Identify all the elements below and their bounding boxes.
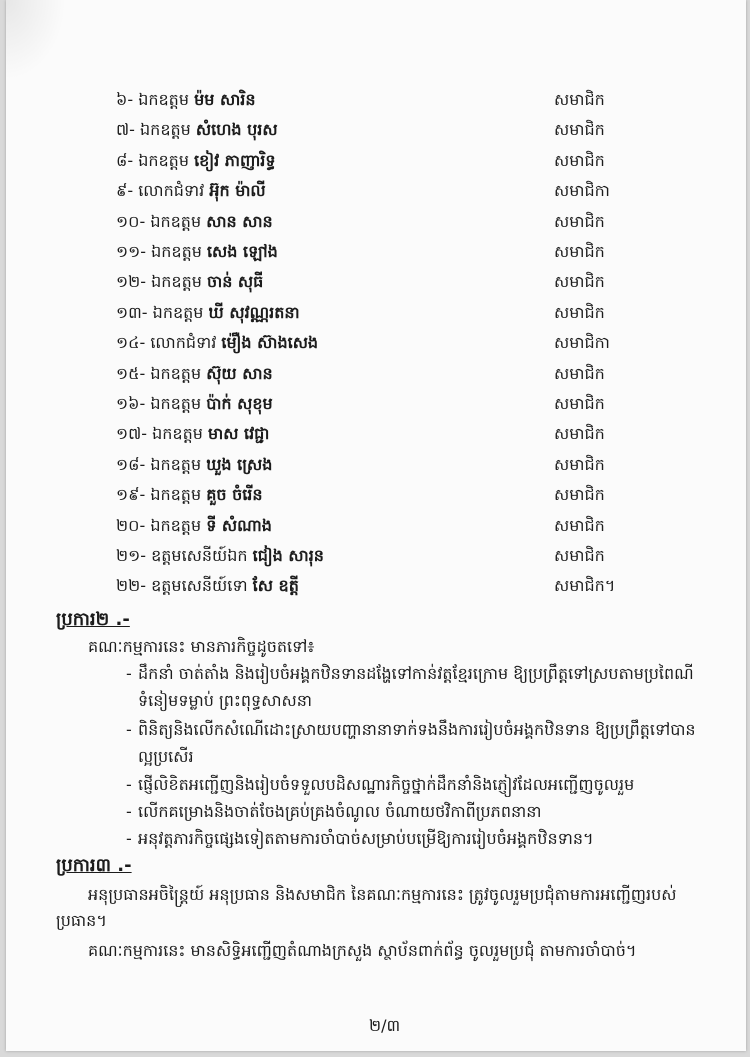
member-entry — [116, 423, 269, 447]
member-name: សែ ឧត្តី — [252, 576, 299, 595]
member-name: ខៀវ ភាញារិទ្ធ — [194, 151, 276, 170]
member-title: ឯកឧត្តម — [151, 242, 202, 261]
member-number: ១៥- — [116, 364, 146, 383]
member-title: ឯកឧត្តម — [150, 364, 202, 383]
member-name: មាស វេជ្ជា — [207, 424, 270, 443]
bullet-text-line-2: ទំនៀមទម្លាប់ ព្រះពុទ្ធសាសនា — [138, 691, 312, 710]
member-entry — [116, 302, 300, 326]
member-name: ចាន់ សុធី — [206, 272, 264, 291]
member-number: ១៨- — [116, 455, 146, 474]
article-2-bullet-1 — [126, 660, 726, 714]
member-number: ២១- — [116, 546, 146, 565]
member-name: អ៊ុក ម៉ាលី — [209, 181, 266, 200]
member-number: ១៧- — [116, 424, 148, 443]
member-entry — [116, 545, 324, 569]
member-entry — [116, 119, 278, 143]
member-number: ១៣- — [116, 303, 148, 322]
member-name: សំហេង បុរស — [195, 120, 278, 139]
member-role: សមាជិក — [554, 90, 605, 109]
member-row — [6, 86, 746, 114]
member-name: ឃួង ស្រេង — [206, 455, 273, 474]
member-role: សមាជិកា — [554, 333, 610, 352]
member-number: ១៩- — [116, 485, 146, 504]
bullet-dash: - — [126, 664, 132, 683]
member-role: សមាជិក — [554, 485, 605, 504]
member-title: ឯកឧត្តម — [152, 424, 203, 443]
member-role: សមាជិក — [554, 272, 605, 291]
member-row — [6, 512, 746, 540]
member-number: ១១- — [116, 242, 146, 261]
scan-shadow — [6, 0, 66, 80]
article-2-bullet-2 — [126, 716, 726, 770]
member-row — [6, 572, 746, 600]
member-entry — [116, 271, 263, 295]
member-number: ៧- — [116, 120, 135, 139]
member-role: សមាជិក — [554, 303, 605, 322]
article-2-heading: ប្រការ២ .- — [56, 609, 130, 630]
member-number: ៦- — [116, 90, 134, 109]
member-role: សមាជិក — [554, 455, 605, 474]
member-title: ឧត្តមសេនីយ៍ឯក — [151, 546, 248, 565]
member-role: សមាជិក — [554, 120, 605, 139]
member-number: ១៤- — [116, 333, 146, 352]
bullet-text-line-1: ដឹកនាំ ចាត់តាំង និងរៀបចំអង្គកឋិនទានដង្ហែទៅកាន់វត្តខ្មែរក្រោម ឱ្យប្រព្រឹត្តទៅស្របតាមប្រពៃណី — [138, 664, 694, 683]
member-row — [6, 147, 746, 175]
member-title: ឯកឧត្តម — [150, 516, 202, 535]
bullet-text-line-1: ពិនិត្យនិងលើកសំណើដោះស្រាយបញ្ហានានាទាក់ទងនឹងការរៀបចំអង្គកឋិនទាន ឱ្យប្រព្រឹត្តទៅបាន — [138, 720, 696, 739]
member-role: សមាជិក — [554, 394, 605, 413]
bullet-text-line-2: ល្អប្រសើរ — [138, 747, 194, 766]
member-entry — [116, 241, 278, 265]
article-3-paragraph-1-line-2: ប្រធាន។ — [56, 911, 107, 930]
member-entry — [116, 454, 272, 478]
member-title: ឯកឧត្តម — [151, 272, 202, 291]
member-number: ២២- — [116, 576, 146, 595]
article-3-paragraph-1-line-1: អនុប្រធានអចិន្ត្រៃយ៍ អនុប្រធាន និងសមាជិក នៃគណៈកម្មការនេះ ត្រូវចូលរួមប្រជុំតាមការអញ្ជើញរបស់ — [88, 885, 677, 904]
member-row — [6, 116, 746, 144]
member-title: ឯកឧត្តម — [150, 485, 202, 504]
member-row — [6, 451, 746, 479]
member-title: លោកជំទាវ — [150, 333, 217, 352]
bullet-dash: - — [126, 775, 132, 794]
member-name: ម៉ឿង ស៊ាងសេង — [221, 333, 319, 352]
member-title: ឯកឧត្តម — [140, 120, 191, 139]
bullet-dash: - — [126, 802, 132, 821]
member-role: សមាជិក — [554, 364, 605, 383]
member-title: ឯកឧត្តម — [138, 90, 189, 109]
member-entry — [116, 484, 263, 508]
member-title: ឯកឧត្តម — [150, 455, 202, 474]
member-entry — [116, 393, 273, 417]
member-role: សមាជិក — [554, 212, 605, 231]
member-role: សមាជិក — [554, 546, 605, 565]
article-2-bullet-3 — [126, 771, 726, 798]
member-name: ប៉ាក់ សុខុម — [206, 394, 273, 413]
member-entry — [116, 332, 318, 356]
member-name: ឃី សុវណ្ណរតនា — [208, 303, 300, 322]
member-entry — [116, 150, 276, 174]
article-2-bullet-5 — [126, 825, 726, 852]
member-number: ១២- — [116, 272, 146, 291]
page-number: ២/៣ — [369, 1016, 401, 1035]
member-title: ឯកឧត្តម — [152, 303, 204, 322]
document-page — [6, 0, 746, 1051]
member-entry — [116, 211, 273, 235]
member-role: សមាជិក — [554, 516, 605, 535]
member-role: សមាជិកា — [554, 181, 610, 200]
article-2-intro: គណៈកម្មការនេះ មានភារកិច្ចដូចតទៅ៖ — [88, 637, 315, 656]
member-row — [6, 481, 746, 509]
member-name: ជៀង សារុន — [252, 546, 324, 565]
member-row — [6, 329, 746, 357]
member-name: ទី សំណាង — [206, 516, 272, 535]
member-entry — [116, 515, 272, 539]
bullet-text-line-1: លើកគម្រោងនិងចាត់ចែងគ្រប់គ្រងចំណូល ចំណាយថវិកាពីប្រភពនានា — [138, 802, 542, 821]
member-number: ១០- — [116, 212, 146, 231]
member-row — [6, 238, 746, 266]
member-row — [6, 542, 746, 570]
member-role: សមាជិក — [554, 424, 605, 443]
member-row — [6, 299, 746, 327]
article-3-paragraph-2: គណៈកម្មការនេះ មានសិទ្ធិអញ្ជើញតំណាងក្រសួង ស្ថាប័នពាក់ព័ន្ធ ចូលរួមប្រជុំ តាមការចាំបាច់។ — [88, 941, 637, 960]
member-row — [6, 208, 746, 236]
member-row — [6, 420, 746, 448]
member-name: សាន សាន — [206, 212, 273, 231]
bullet-text-line-1: ផ្ញើលិខិតអញ្ជើញនិងរៀបចំទទួលបដិសណ្ឋារកិច្ចថ្នាក់ដឹកនាំនិងភ្ញៀវដែលអញ្ជើញចូលរួម — [138, 775, 635, 794]
member-role: សមាជិក។ — [554, 576, 616, 595]
member-name: គួច ចំរើន — [206, 485, 263, 504]
member-number: ២០- — [116, 516, 146, 535]
member-row — [6, 177, 746, 205]
member-number: ១៦- — [116, 394, 146, 413]
member-title: ឯកឧត្តម — [150, 212, 202, 231]
member-title: ឧត្តមសេនីយ៍ទោ — [151, 576, 248, 595]
member-row — [6, 268, 746, 296]
bullet-text-line-1: អនុវត្តភារកិច្ចផ្សេងទៀតតាមការចាំបាច់សម្រាប់បម្រើឱ្យការរៀបចំអង្គកឋិនទាន។ — [138, 829, 594, 848]
article-3-heading: ប្រការ៣ .- — [56, 855, 132, 876]
member-title: លោកជំទាវ — [138, 181, 205, 200]
member-name: ស៊ុយ សាន — [206, 364, 273, 383]
member-entry — [116, 575, 299, 599]
member-name: ម៉ម សារិន — [194, 90, 256, 109]
member-title: ឯកឧត្តម — [138, 151, 189, 170]
member-entry — [116, 180, 266, 204]
member-role: សមាជិក — [554, 151, 605, 170]
member-number: ៨- — [116, 151, 134, 170]
bullet-dash: - — [126, 720, 132, 739]
bullet-dash: - — [126, 829, 132, 848]
member-name: សេង ឡៅង — [206, 242, 278, 261]
article-2-bullet-4 — [126, 798, 726, 825]
member-number: ៩- — [116, 181, 134, 200]
member-row — [6, 360, 746, 388]
member-title: ឯកឧត្តម — [150, 394, 202, 413]
member-entry — [116, 89, 256, 113]
member-role: សមាជិក — [554, 242, 605, 261]
member-entry — [116, 363, 273, 387]
member-row — [6, 390, 746, 418]
